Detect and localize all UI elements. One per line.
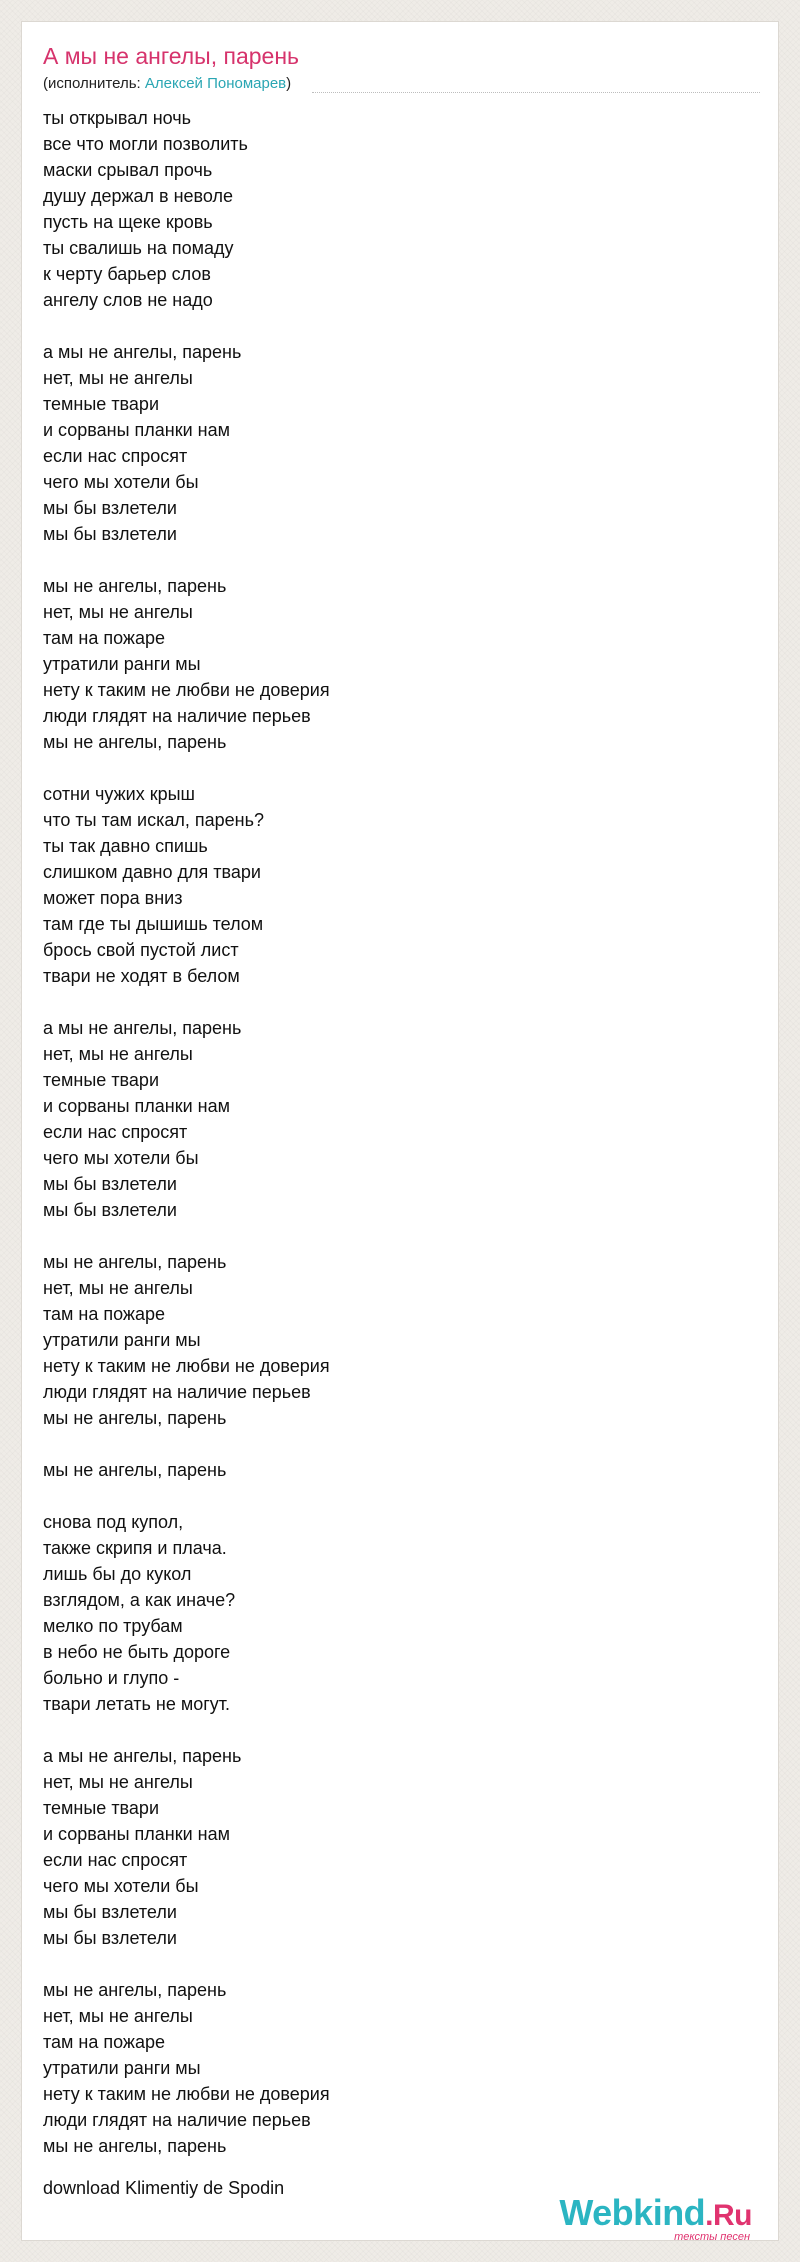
lyrics-stanza bbox=[43, 1509, 743, 1717]
lyrics-stanza bbox=[43, 573, 743, 755]
lyrics-line: пусть на щеке кровь bbox=[43, 212, 213, 232]
lyrics-line: мы бы взлетели bbox=[43, 1902, 177, 1922]
logo-subtitle: тексты песен bbox=[674, 2231, 750, 2243]
lyrics-line: мы не ангелы, парень bbox=[43, 1460, 227, 1480]
lyrics-line: душу держал в неволе bbox=[43, 186, 234, 206]
lyrics-line: ты свалишь на помаду bbox=[43, 238, 234, 258]
lyrics-stanza bbox=[43, 105, 743, 313]
artist-suffix: ) bbox=[286, 75, 292, 92]
lyrics-line: мы бы взлетели bbox=[43, 1200, 177, 1220]
lyrics-line: мы не ангелы, парень bbox=[43, 2136, 227, 2156]
lyrics-line: а мы не ангелы, парень bbox=[43, 342, 242, 362]
lyrics-line: нету к таким не любви не доверия bbox=[43, 2084, 330, 2104]
artist-link[interactable]: Алексей Пономарев bbox=[144, 75, 287, 92]
lyrics-line: ангелу слов не надо bbox=[43, 290, 213, 310]
lyrics-line: и сорваны планки нам bbox=[43, 1824, 230, 1844]
lyrics-line: лишь бы до кукол bbox=[43, 1564, 192, 1584]
lyrics-line: мы не ангелы, парень bbox=[43, 1408, 227, 1428]
lyrics-line: что ты там искал, парень? bbox=[43, 810, 264, 830]
logo-name: Webkind bbox=[559, 2192, 706, 2233]
lyrics-line: чего мы хотели бы bbox=[43, 472, 199, 492]
lyrics-line: нету к таким не любви не доверия bbox=[43, 1356, 330, 1376]
lyrics-stanza bbox=[43, 1015, 743, 1223]
lyrics-line: нету к таким не любви не доверия bbox=[43, 680, 330, 700]
lyrics-line: мы бы взлетели bbox=[43, 1928, 177, 1948]
lyrics-stanza bbox=[43, 1249, 743, 1431]
lyrics-line: темные твари bbox=[43, 394, 159, 414]
lyrics-line: там где ты дышишь телом bbox=[43, 914, 264, 934]
lyrics-stanza bbox=[43, 1743, 743, 1951]
lyrics-stanza bbox=[43, 1977, 743, 2159]
lyrics-stanza bbox=[43, 339, 743, 547]
lyrics-line: утратили ранги мы bbox=[43, 654, 201, 674]
lyrics-line: нет, мы не ангелы bbox=[43, 1772, 193, 1792]
lyrics-line: может пора вниз bbox=[43, 888, 183, 908]
download-credit: download Klimentiy de Spodin bbox=[43, 2178, 285, 2198]
song-title: А мы не ангелы, парень bbox=[43, 43, 299, 69]
site-logo[interactable] bbox=[559, 2192, 752, 2245]
lyrics-line: нет, мы не ангелы bbox=[43, 1278, 193, 1298]
lyrics-line: темные твари bbox=[43, 1070, 159, 1090]
lyrics-line: сотни чужих крыш bbox=[43, 784, 195, 804]
lyrics-line: нет, мы не ангелы bbox=[43, 602, 193, 622]
lyrics-stanza bbox=[43, 1457, 743, 1483]
lyrics-line: мы не ангелы, парень bbox=[43, 1252, 227, 1272]
lyrics-line: темные твари bbox=[43, 1798, 159, 1818]
lyrics-line: нет, мы не ангелы bbox=[43, 1044, 193, 1064]
lyrics-line: брось свой пустой лист bbox=[43, 940, 239, 960]
lyrics-line: утратили ранги мы bbox=[43, 2058, 201, 2078]
lyrics-line: чего мы хотели бы bbox=[43, 1148, 199, 1168]
lyrics-line: если нас спросят bbox=[43, 446, 188, 466]
lyrics-line: все что могли позволить bbox=[43, 134, 248, 154]
lyrics-line: твари не ходят в белом bbox=[43, 966, 240, 986]
logo-wordmark bbox=[559, 2193, 752, 2236]
artist-prefix: (исполнитель: bbox=[43, 75, 145, 92]
lyrics-line: ты открывал ночь bbox=[43, 108, 192, 128]
lyrics-line: люди глядят на наличие перьев bbox=[43, 2110, 311, 2130]
lyrics-line: чего мы хотели бы bbox=[43, 1876, 199, 1896]
lyrics-line: если нас спросят bbox=[43, 1850, 188, 1870]
lyrics-line: слишком давно для твари bbox=[43, 862, 261, 882]
lyrics-line: а мы не ангелы, парень bbox=[43, 1746, 242, 1766]
lyrics-line: утратили ранги мы bbox=[43, 1330, 201, 1350]
lyrics-line: также скрипя и плача. bbox=[43, 1538, 227, 1558]
logo-tld: .Ru bbox=[705, 2199, 752, 2232]
lyrics-line: мы бы взлетели bbox=[43, 498, 177, 518]
title-divider bbox=[312, 92, 760, 93]
lyrics-line: мы не ангелы, парень bbox=[43, 732, 227, 752]
lyrics-line: снова под купол, bbox=[43, 1512, 184, 1532]
lyrics-line: нет, мы не ангелы bbox=[43, 2006, 193, 2026]
lyrics-line: мелко по трубам bbox=[43, 1616, 183, 1636]
lyrics-line: люди глядят на наличие перьев bbox=[43, 706, 311, 726]
lyrics-line: мы не ангелы, парень bbox=[43, 1980, 227, 2000]
lyrics-line: больно и глупо - bbox=[43, 1668, 180, 1688]
lyrics-line: твари летать не могут. bbox=[43, 1694, 231, 1714]
lyrics-line: и сорваны планки нам bbox=[43, 420, 230, 440]
lyrics-line: нет, мы не ангелы bbox=[43, 368, 193, 388]
lyrics-line: а мы не ангелы, парень bbox=[43, 1018, 242, 1038]
lyrics-line: ты так давно спишь bbox=[43, 836, 208, 856]
lyrics-line: люди глядят на наличие перьев bbox=[43, 1382, 311, 1402]
lyrics-line: маски срывал прочь bbox=[43, 160, 213, 180]
lyrics-card bbox=[21, 21, 779, 2241]
lyrics-line: там на пожаре bbox=[43, 628, 166, 648]
lyrics-line: взглядом, а как иначе? bbox=[43, 1590, 236, 1610]
lyrics-line: если нас спросят bbox=[43, 1122, 188, 1142]
lyrics-body bbox=[43, 105, 743, 2185]
lyrics-line: и сорваны планки нам bbox=[43, 1096, 230, 1116]
lyrics-line: там на пожаре bbox=[43, 2032, 166, 2052]
lyrics-stanza bbox=[43, 781, 743, 989]
lyrics-line: мы бы взлетели bbox=[43, 1174, 177, 1194]
artist-line bbox=[43, 75, 291, 92]
lyrics-line: к черту барьер слов bbox=[43, 264, 211, 284]
lyrics-line: мы бы взлетели bbox=[43, 524, 177, 544]
lyrics-line: там на пожаре bbox=[43, 1304, 166, 1324]
lyrics-line: мы не ангелы, парень bbox=[43, 576, 227, 596]
lyrics-line: в небо не быть дороге bbox=[43, 1642, 231, 1662]
